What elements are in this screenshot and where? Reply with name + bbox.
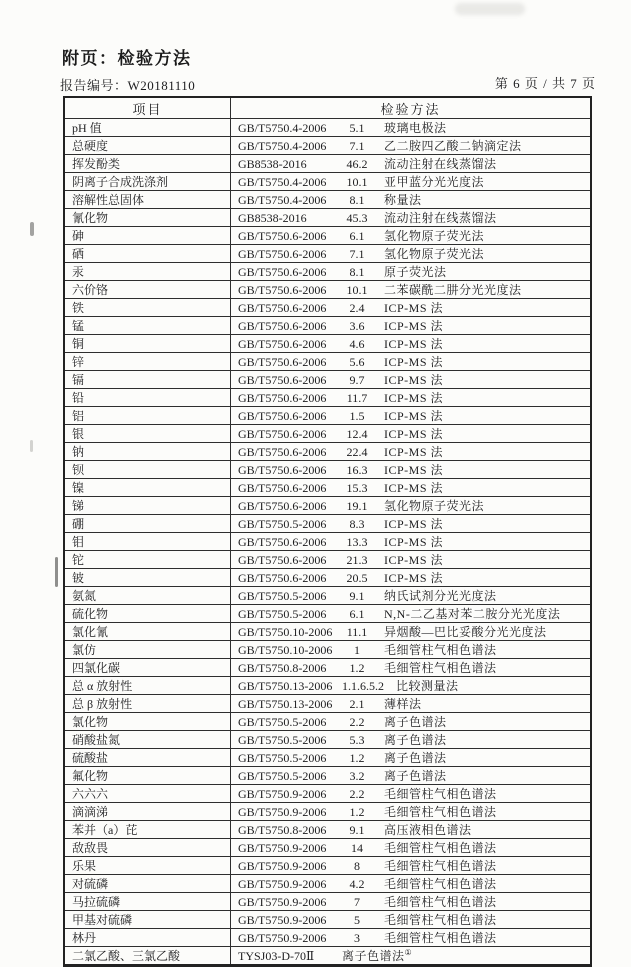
method-cell bbox=[231, 533, 592, 551]
method-clause: 5.6 bbox=[349, 355, 365, 369]
method-standard: GB/T5750.5-2006 bbox=[238, 715, 327, 729]
method-clause: 6.1 bbox=[349, 607, 365, 621]
method-name: 流动注射在线蒸馏法 bbox=[384, 157, 497, 171]
method-name: 氢化物原子荧光法 bbox=[384, 229, 485, 243]
method-standard: GB/T5750.6-2006 bbox=[238, 355, 327, 369]
method-cell bbox=[231, 659, 592, 677]
item-cell: 氯化物 bbox=[64, 713, 231, 731]
method-clause: 5.1 bbox=[349, 121, 365, 135]
method-clause: 11.1 bbox=[346, 625, 368, 639]
method-standard: GB8538-2016 bbox=[238, 211, 307, 225]
table-row bbox=[64, 569, 591, 587]
method-cell bbox=[231, 785, 592, 803]
scan-artifact bbox=[30, 222, 34, 236]
method-name: 毛细管柱气相色谱法 bbox=[384, 841, 497, 855]
method-name: 薄样法 bbox=[384, 697, 422, 711]
method-cell bbox=[231, 713, 592, 731]
method-cell bbox=[231, 317, 592, 335]
method-standard: GB/T5750.8-2006 bbox=[238, 661, 327, 675]
item-cell: 甲基对硫磷 bbox=[64, 911, 231, 929]
item-cell: 砷 bbox=[64, 227, 231, 245]
method-clause: 46.2 bbox=[346, 157, 368, 171]
method-cell bbox=[231, 551, 592, 569]
method-cell bbox=[231, 803, 592, 821]
method-clause: 12.4 bbox=[346, 427, 368, 441]
method-standard: GB/T5750.6-2006 bbox=[238, 337, 327, 351]
table-row bbox=[64, 893, 591, 911]
table-row bbox=[64, 875, 591, 893]
method-name: ICP-MS 法 bbox=[384, 553, 444, 567]
method-standard: GB/T5750.9-2006 bbox=[238, 841, 327, 855]
method-cell bbox=[231, 569, 592, 587]
method-clause: 21.3 bbox=[346, 553, 368, 567]
method-name: 离子色谱法 bbox=[384, 715, 447, 729]
method-clause: 16.3 bbox=[346, 463, 368, 477]
method-name: 离子色谱法 bbox=[384, 733, 447, 747]
method-cell bbox=[231, 353, 592, 371]
method-clause: 4.6 bbox=[349, 337, 365, 351]
method-clause: 8.1 bbox=[349, 265, 365, 279]
method-standard: GB/T5750.6-2006 bbox=[238, 463, 327, 477]
item-cell: 锑 bbox=[64, 497, 231, 515]
item-cell: 氟化物 bbox=[64, 767, 231, 785]
method-clause: 5.3 bbox=[349, 733, 365, 747]
method-cell bbox=[231, 767, 592, 785]
method-standard: GB/T5750.13-2006 bbox=[238, 697, 333, 711]
method-name: 称量法 bbox=[384, 193, 422, 207]
table-row bbox=[64, 623, 591, 641]
method-cell bbox=[231, 155, 592, 173]
method-name: ICP-MS 法 bbox=[384, 571, 444, 585]
method-standard: GB/T5750.6-2006 bbox=[238, 481, 327, 495]
item-cell: 滴滴涕 bbox=[64, 803, 231, 821]
table-row bbox=[64, 479, 591, 497]
method-clause: 1.2 bbox=[349, 751, 365, 765]
method-clause: 2.2 bbox=[349, 787, 365, 801]
method-name: 离子色谱法 bbox=[342, 949, 405, 963]
method-name: 毛细管柱气相色谱法 bbox=[384, 877, 497, 891]
table-row bbox=[64, 803, 591, 821]
item-cell: 敌敌畏 bbox=[64, 839, 231, 857]
table-row bbox=[64, 353, 591, 371]
table-row bbox=[64, 839, 591, 857]
method-name: ICP-MS 法 bbox=[384, 445, 444, 459]
method-standard: GB/T5750.6-2006 bbox=[238, 265, 327, 279]
table-row bbox=[64, 947, 591, 966]
method-name: 二苯碳酰二肼分光光度法 bbox=[384, 283, 522, 297]
table-row bbox=[64, 659, 591, 677]
item-cell: 二氯乙酸、三氯乙酸 bbox=[64, 947, 231, 966]
test-methods-table bbox=[63, 96, 592, 967]
table-row bbox=[64, 317, 591, 335]
table-row bbox=[64, 695, 591, 713]
table-row bbox=[64, 731, 591, 749]
item-cell: 对硫磷 bbox=[64, 875, 231, 893]
method-cell bbox=[231, 209, 592, 227]
item-cell: 硼 bbox=[64, 515, 231, 533]
method-standard: GB/T5750.6-2006 bbox=[238, 373, 327, 387]
method-name: 氢化物原子荧光法 bbox=[384, 247, 485, 261]
item-cell: 六六六 bbox=[64, 785, 231, 803]
method-standard: GB/T5750.9-2006 bbox=[238, 787, 327, 801]
method-standard: GB/T5750.9-2006 bbox=[238, 931, 327, 945]
method-cell bbox=[231, 749, 592, 767]
method-standard: GB/T5750.5-2006 bbox=[238, 751, 327, 765]
method-standard: GB/T5750.5-2006 bbox=[238, 769, 327, 783]
method-standard: GB/T5750.5-2006 bbox=[238, 517, 327, 531]
table-row bbox=[64, 299, 591, 317]
method-standard: GB/T5750.6-2006 bbox=[238, 499, 327, 513]
table-row bbox=[64, 335, 591, 353]
item-cell: 铁 bbox=[64, 299, 231, 317]
method-cell bbox=[231, 587, 592, 605]
method-standard: GB/T5750.10-2006 bbox=[238, 625, 333, 639]
item-cell: 溶解性总固体 bbox=[64, 191, 231, 209]
footnote-mark: ① bbox=[404, 948, 412, 957]
method-cell bbox=[231, 911, 592, 929]
method-name: 毛细管柱气相色谱法 bbox=[384, 787, 497, 801]
item-cell: pH 值 bbox=[64, 119, 231, 137]
method-clause: 10.1 bbox=[346, 175, 368, 189]
method-name: 离子色谱法 bbox=[384, 751, 447, 765]
method-clause: 2.4 bbox=[349, 301, 365, 315]
method-name: 毛细管柱气相色谱法 bbox=[384, 805, 497, 819]
table-row bbox=[64, 461, 591, 479]
item-cell: 总 α 放射性 bbox=[64, 677, 231, 695]
method-cell bbox=[231, 119, 592, 137]
method-cell bbox=[231, 191, 592, 209]
item-cell: 总 β 放射性 bbox=[64, 695, 231, 713]
method-clause: 15.3 bbox=[346, 481, 368, 495]
item-cell: 林丹 bbox=[64, 929, 231, 947]
item-cell: 钼 bbox=[64, 533, 231, 551]
method-name: ICP-MS 法 bbox=[384, 427, 444, 441]
method-standard: GB8538-2016 bbox=[238, 157, 307, 171]
item-cell: 硫酸盐 bbox=[64, 749, 231, 767]
scan-artifact bbox=[55, 557, 58, 587]
item-cell: 锰 bbox=[64, 317, 231, 335]
method-cell bbox=[231, 857, 592, 875]
item-cell: 乐果 bbox=[64, 857, 231, 875]
item-cell: 阴离子合成洗涤剂 bbox=[64, 173, 231, 191]
method-standard: GB/T5750.5-2006 bbox=[238, 589, 327, 603]
method-name: 纳氏试剂分光光度法 bbox=[384, 589, 497, 603]
method-name: ICP-MS 法 bbox=[384, 481, 444, 495]
method-standard: GB/T5750.4-2006 bbox=[238, 139, 327, 153]
item-cell: 钡 bbox=[64, 461, 231, 479]
item-cell: 氰化物 bbox=[64, 209, 231, 227]
method-standard: GB/T5750.6-2006 bbox=[238, 445, 327, 459]
method-name: ICP-MS 法 bbox=[384, 409, 444, 423]
method-cell bbox=[231, 497, 592, 515]
table-header-row bbox=[64, 97, 591, 119]
item-cell: 硫化物 bbox=[64, 605, 231, 623]
method-cell bbox=[231, 929, 592, 947]
method-cell bbox=[231, 623, 592, 641]
method-cell bbox=[231, 407, 592, 425]
method-clause: 3 bbox=[354, 931, 360, 945]
table-row bbox=[64, 821, 591, 839]
method-clause: 2.1 bbox=[349, 697, 365, 711]
table-row bbox=[64, 713, 591, 731]
method-clause: 10.1 bbox=[346, 283, 368, 297]
method-clause: 8.3 bbox=[349, 517, 365, 531]
method-clause: 8 bbox=[354, 859, 360, 873]
table-row bbox=[64, 677, 591, 695]
method-cell bbox=[231, 731, 592, 749]
method-name: ICP-MS 法 bbox=[384, 517, 444, 531]
method-name: 亚甲蓝分光光度法 bbox=[384, 175, 485, 189]
method-standard: GB/T5750.6-2006 bbox=[238, 571, 327, 585]
table-row bbox=[64, 929, 591, 947]
item-cell: 苯并（a）芘 bbox=[64, 821, 231, 839]
method-standard: GB/T5750.6-2006 bbox=[238, 391, 327, 405]
method-cell bbox=[231, 515, 592, 533]
method-standard: GB/T5750.5-2006 bbox=[238, 733, 327, 747]
method-standard: GB/T5750.6-2006 bbox=[238, 283, 327, 297]
method-clause: 20.5 bbox=[346, 571, 368, 585]
method-cell bbox=[231, 425, 592, 443]
method-cell bbox=[231, 677, 592, 695]
method-clause: 14 bbox=[351, 841, 363, 855]
method-clause: 5 bbox=[354, 913, 360, 927]
method-standard: TYSJ03-D-70Ⅱ bbox=[238, 949, 315, 963]
method-name: 离子色谱法 bbox=[384, 769, 447, 783]
table-row bbox=[64, 155, 591, 173]
item-cell: 铜 bbox=[64, 335, 231, 353]
table-row bbox=[64, 281, 591, 299]
method-standard: GB/T5750.6-2006 bbox=[238, 301, 327, 315]
item-cell: 氨氮 bbox=[64, 587, 231, 605]
method-standard: GB/T5750.9-2006 bbox=[238, 805, 327, 819]
method-name: N,N-二乙基对苯二胺分光光度法 bbox=[384, 607, 561, 621]
method-name: ICP-MS 法 bbox=[384, 373, 444, 387]
table-row bbox=[64, 173, 591, 191]
method-name: 毛细管柱气相色谱法 bbox=[384, 661, 497, 675]
method-clause: 9.7 bbox=[349, 373, 365, 387]
method-name: ICP-MS 法 bbox=[384, 355, 444, 369]
method-name: ICP-MS 法 bbox=[384, 391, 444, 405]
table-row bbox=[64, 245, 591, 263]
method-clause: 7.1 bbox=[349, 247, 365, 261]
table-row bbox=[64, 515, 591, 533]
item-cell: 挥发酚类 bbox=[64, 155, 231, 173]
method-clause: 1.2 bbox=[349, 805, 365, 819]
method-cell bbox=[231, 245, 592, 263]
method-clause: 8.1 bbox=[349, 193, 365, 207]
method-cell bbox=[231, 479, 592, 497]
table-row bbox=[64, 587, 591, 605]
item-cell: 铊 bbox=[64, 551, 231, 569]
method-clause: 9.1 bbox=[349, 823, 365, 837]
method-cell bbox=[231, 641, 592, 659]
method-clause: 3.6 bbox=[349, 319, 365, 333]
method-standard: GB/T5750.9-2006 bbox=[238, 913, 327, 927]
item-cell: 铝 bbox=[64, 407, 231, 425]
method-name: 乙二胺四乙酸二钠滴定法 bbox=[384, 139, 522, 153]
method-standard: GB/T5750.6-2006 bbox=[238, 247, 327, 261]
item-cell: 硒 bbox=[64, 245, 231, 263]
table-row bbox=[64, 389, 591, 407]
method-cell bbox=[231, 299, 592, 317]
method-name: 异烟酸—巴比妥酸分光光度法 bbox=[384, 625, 547, 639]
method-standard: GB/T5750.4-2006 bbox=[238, 193, 327, 207]
method-cell bbox=[231, 389, 592, 407]
method-clause: 1.2 bbox=[349, 661, 365, 675]
table-row bbox=[64, 641, 591, 659]
method-cell bbox=[231, 443, 592, 461]
method-name: 毛细管柱气相色谱法 bbox=[384, 643, 497, 657]
method-name: 氢化物原子荧光法 bbox=[384, 499, 485, 513]
table-row bbox=[64, 227, 591, 245]
method-name: 毛细管柱气相色谱法 bbox=[384, 859, 497, 873]
method-clause: 1 bbox=[354, 643, 360, 657]
method-standard: GB/T5750.6-2006 bbox=[238, 535, 327, 549]
method-standard: GB/T5750.13-2006 bbox=[238, 679, 333, 693]
table-row bbox=[64, 425, 591, 443]
method-clause: 11.7 bbox=[346, 391, 368, 405]
method-standard: GB/T5750.6-2006 bbox=[238, 319, 327, 333]
method-clause: 2.2 bbox=[349, 715, 365, 729]
method-standard: GB/T5750.9-2006 bbox=[238, 877, 327, 891]
method-cell bbox=[231, 137, 592, 155]
scan-artifact bbox=[455, 3, 525, 15]
method-clause: 45.3 bbox=[346, 211, 368, 225]
item-cell: 硝酸盐氮 bbox=[64, 731, 231, 749]
method-standard: GB/T5750.6-2006 bbox=[238, 229, 327, 243]
item-cell: 四氯化碳 bbox=[64, 659, 231, 677]
method-cell bbox=[231, 605, 592, 623]
item-cell: 锌 bbox=[64, 353, 231, 371]
table-row bbox=[64, 551, 591, 569]
column-header-item: 项目 bbox=[64, 97, 231, 119]
table-row bbox=[64, 209, 591, 227]
method-standard: GB/T5750.4-2006 bbox=[238, 121, 327, 135]
method-clause: 4.2 bbox=[349, 877, 365, 891]
method-standard: GB/T5750.6-2006 bbox=[238, 427, 327, 441]
method-cell bbox=[231, 227, 592, 245]
table-row bbox=[64, 533, 591, 551]
method-cell bbox=[231, 371, 592, 389]
item-cell: 镍 bbox=[64, 479, 231, 497]
method-clause: 22.4 bbox=[346, 445, 368, 459]
item-cell: 镉 bbox=[64, 371, 231, 389]
method-standard: GB/T5750.6-2006 bbox=[238, 553, 327, 567]
method-name: 高压液相色谱法 bbox=[384, 823, 472, 837]
method-name: 原子荧光法 bbox=[384, 265, 447, 279]
method-clause: 6.1 bbox=[349, 229, 365, 243]
method-cell bbox=[231, 173, 592, 191]
method-cell bbox=[231, 335, 592, 353]
method-cell bbox=[231, 281, 592, 299]
page-indicator: 第 6 页 / 共 7 页 bbox=[494, 76, 596, 91]
method-standard: GB/T5750.6-2006 bbox=[238, 409, 327, 423]
method-clause: 13.3 bbox=[346, 535, 368, 549]
method-clause: 7 bbox=[354, 895, 360, 909]
method-cell bbox=[231, 263, 592, 281]
item-cell: 铍 bbox=[64, 569, 231, 587]
method-cell bbox=[231, 893, 592, 911]
item-cell: 六价铬 bbox=[64, 281, 231, 299]
table-row bbox=[64, 371, 591, 389]
method-clause: 1.5 bbox=[349, 409, 365, 423]
method-name: 毛细管柱气相色谱法 bbox=[384, 931, 497, 945]
method-clause: 1.1.6.5.2 bbox=[342, 679, 384, 693]
method-name: ICP-MS 法 bbox=[384, 319, 444, 333]
item-cell: 马拉硫磷 bbox=[64, 893, 231, 911]
method-clause: 19.1 bbox=[346, 499, 368, 513]
item-cell: 银 bbox=[64, 425, 231, 443]
method-standard: GB/T5750.8-2006 bbox=[238, 823, 327, 837]
table-row bbox=[64, 263, 591, 281]
method-standard: GB/T5750.9-2006 bbox=[238, 859, 327, 873]
page-title: 附页：检验方法 bbox=[62, 49, 192, 68]
table-body bbox=[64, 119, 591, 966]
table-row bbox=[64, 119, 591, 137]
method-standard: GB/T5750.10-2006 bbox=[238, 643, 333, 657]
table-row bbox=[64, 749, 591, 767]
table-row bbox=[64, 605, 591, 623]
table-row bbox=[64, 407, 591, 425]
item-cell: 铅 bbox=[64, 389, 231, 407]
method-name: 流动注射在线蒸馏法 bbox=[384, 211, 497, 225]
method-name: 玻璃电极法 bbox=[384, 121, 447, 135]
table-row bbox=[64, 137, 591, 155]
method-cell bbox=[231, 839, 592, 857]
method-standard: GB/T5750.9-2006 bbox=[238, 895, 327, 909]
table-row bbox=[64, 785, 591, 803]
table-row bbox=[64, 911, 591, 929]
method-clause: 7.1 bbox=[349, 139, 365, 153]
method-name: ICP-MS 法 bbox=[384, 301, 444, 315]
table-row bbox=[64, 767, 591, 785]
method-cell bbox=[231, 947, 592, 966]
item-cell: 氯仿 bbox=[64, 641, 231, 659]
method-cell bbox=[231, 821, 592, 839]
table-row bbox=[64, 191, 591, 209]
method-name: 毛细管柱气相色谱法 bbox=[384, 913, 497, 927]
method-cell bbox=[231, 695, 592, 713]
method-name: ICP-MS 法 bbox=[384, 337, 444, 351]
table-row bbox=[64, 497, 591, 515]
item-cell: 总硬度 bbox=[64, 137, 231, 155]
item-cell: 氯化氰 bbox=[64, 623, 231, 641]
method-standard: GB/T5750.4-2006 bbox=[238, 175, 327, 189]
method-clause: 3.2 bbox=[349, 769, 365, 783]
column-header-method: 检验方法 bbox=[231, 97, 592, 119]
method-standard: GB/T5750.5-2006 bbox=[238, 607, 327, 621]
method-cell bbox=[231, 461, 592, 479]
report-number: 报告编号：W20181110 bbox=[60, 78, 196, 93]
method-cell bbox=[231, 875, 592, 893]
item-cell: 钠 bbox=[64, 443, 231, 461]
item-cell: 汞 bbox=[64, 263, 231, 281]
scan-artifact bbox=[30, 440, 33, 452]
method-name: ICP-MS 法 bbox=[384, 535, 444, 549]
method-name: 毛细管柱气相色谱法 bbox=[384, 895, 497, 909]
method-clause: 9.1 bbox=[349, 589, 365, 603]
table-row bbox=[64, 857, 591, 875]
method-name: 比较测量法 bbox=[396, 679, 459, 693]
method-name: ICP-MS 法 bbox=[384, 463, 444, 477]
table-row bbox=[64, 443, 591, 461]
